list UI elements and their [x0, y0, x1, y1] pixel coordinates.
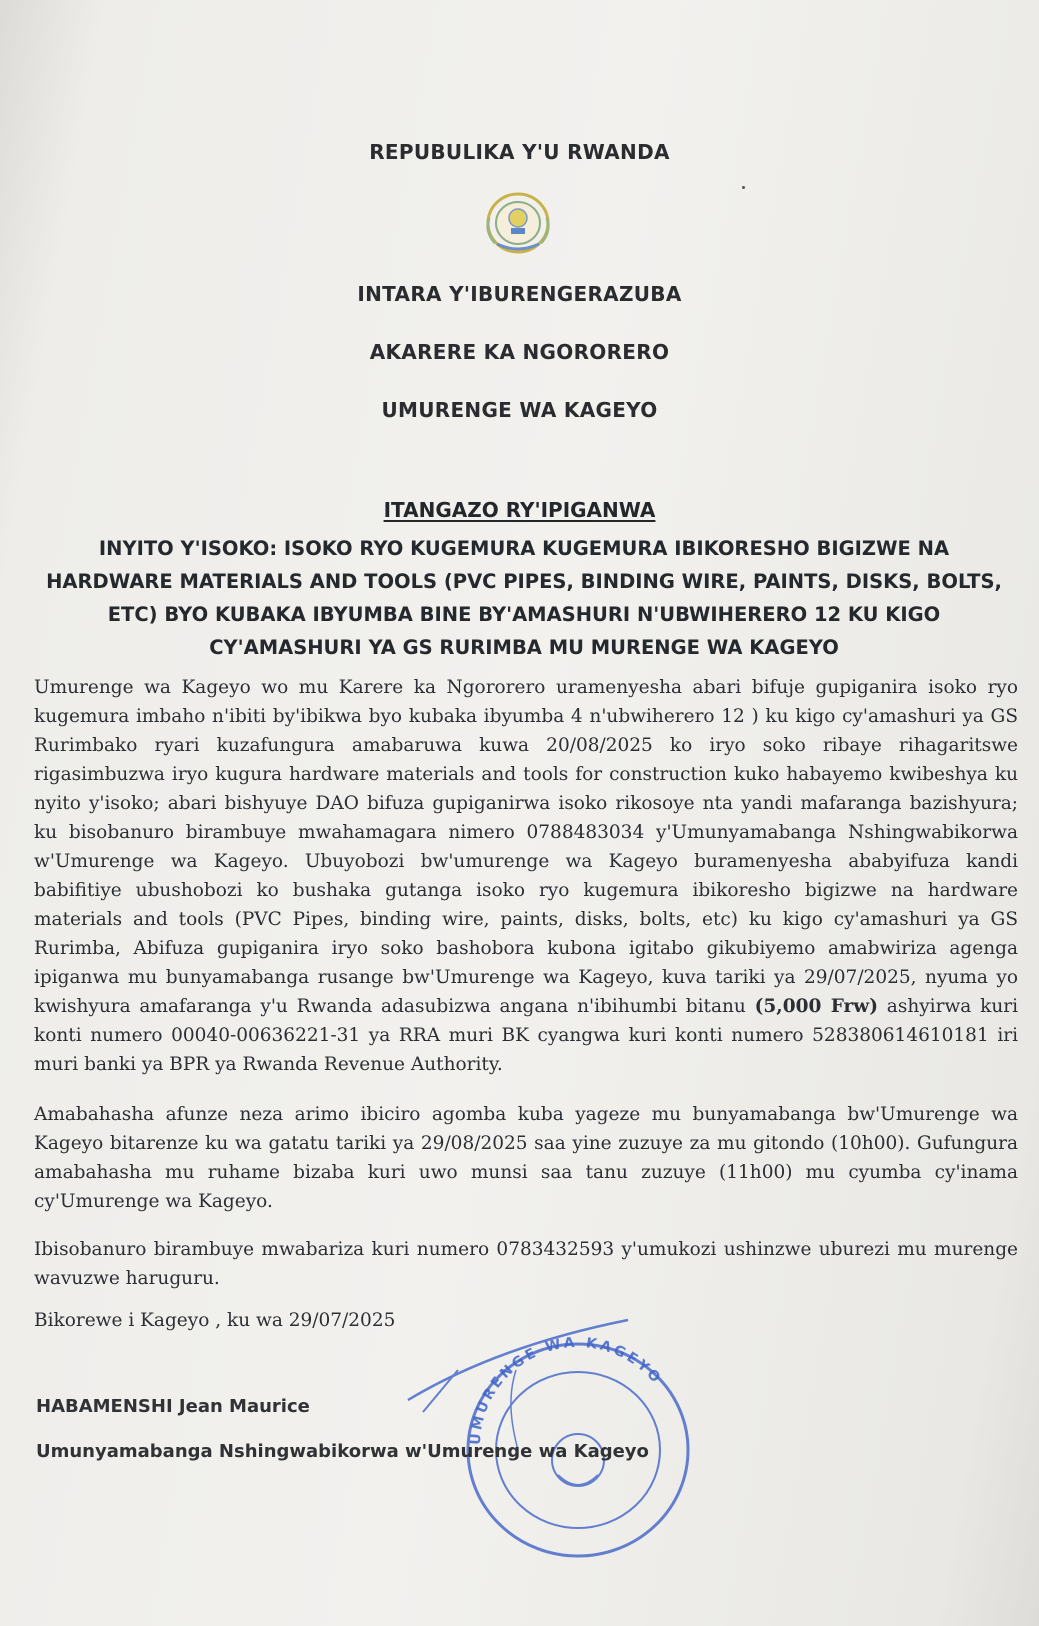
header-province: INTARA Y'IBURENGERAZUBA [357, 282, 682, 306]
header-sector: UMURENGE WA KAGEYO [381, 398, 658, 422]
dateline: Bikorewe i Kageyo , ku wa 29/07/2025 [34, 1310, 396, 1331]
scan-speck [742, 186, 745, 189]
signatory-name: HABAMENSHI Jean Maurice [36, 1396, 310, 1417]
notice-title: ITANGAZO RY'IPIGANWA [383, 498, 656, 522]
official-stamp [398, 1300, 728, 1580]
body-paragraph-2: Amabahasha afunze neza arimo ibiciro agomba kuba yageze mu bunyamabanga bw'Umurenge wa Kageyo bitarenze ku wa gatatu tariki ya 29/08/2025 saa yine zuzuye za mu gitondo (10h00). Gufungura amabahasha mu ruhame bizaba kuri uwo munsi saa tanu zuzuye (11h00) mu cyumba cy'inama cy'Umurenge wa Kageyo. [34, 1104, 1018, 1212]
notice-subject: INYITO Y'ISOKO: ISOKO RYO KUGEMURA KUGEMURA IBIKORESHO BIGIZWE NA HARDWARE MATERIALS AND TOOLS (PVC PIPES, BINDING WIRE, PAINTS, DISKS, BOLTS, ETC) BYO KUBAKA IBYUMBA BINE BY'AMASHURI N'UBWIHERERO 12 KU KIGO CY'AMASHURI YA GS RURIMBA MU MURENGE WA KAGEYO [46, 537, 1002, 659]
fee-amount: (5,000 Frw) [754, 996, 878, 1017]
svg-text:UMURENGE WA KAGEYO [468, 1335, 665, 1446]
header-district: AKARERE KA NGORORERO [369, 340, 670, 364]
paragraph-1-text-a: Umurenge wa Kageyo wo mu Karere ka Ngororero uramenyesha abari bifuje gupiganira isoko ryo kugemura imbaho n'ibiti by'ibikwa byo kubaka ibyumba 4 n'ubwiherero 12 ) ku kigo cy'amashuri ya GS Rurimbako ryari kuzafungura amabaruwa kuwa 20/08/2025 ko iryo soko ribaye rihagaritswe rigasimbuzwa iryo kugura hardware materials and tools for construction kuko habayemo kwibeshya ku nyito y'isoko; abari bishyuye DAO bifuza gupiganirwa isoko rikosoye nta yandi mafaranga bazishyura; ku bisobanuro birambuye mwahamagara nimero 0788483034 y'Umunyamabanga Nshingwabikorwa w'Umurenge wa Kageyo. Ubuyobozi bw'umurenge wa Kageyo buramenyesha ababyifuza kandi babifitiye ubushobozi ko bushaka gutanga isoko ryo kugemura ibikoresho bigizwe na hardware materials and tools (PVC Pipes, binding wire, paints, disks, bolts, etc) ku kigo cy'amashuri ya GS Rurimba, Abifuza gupiganira iryo soko bashobora kubona igitabo gikubiyemo amabwiriza agenga ipiganwa mu bunyamabanga rusange bw'Umurenge wa Kageyo, kuva tariki ya 29/07/2025, nyuma yo kwishyura amafaranga y'u Rwanda adasubizwa angana n'ibihumbi bitanu [34, 677, 1018, 1017]
body-paragraph-3: Ibisobanuro birambuye mwabariza kuri numero 0783432593 y'umukozi ushinzwe uburezi mu murenge wavuzwe haruguru. [34, 1239, 1018, 1289]
body-paragraph-1 [34, 673, 1018, 1079]
stamp-text: UMURENGE WA KAGEYO [467, 1334, 666, 1446]
paragraph-1-text-b: ashyirwa kuri konti numero 00040-00636221-31 ya RRA muri BK cyangwa kuri konti numero 528380614610181 iri muri banki ya BPR ya Rwanda Revenue Authority. [34, 996, 1019, 1075]
signatory-title: Umunyamabanga Nshingwabikorwa w'Umurenge wa Kageyo [36, 1441, 649, 1462]
header-republic: REPUBULIKA Y'U RWANDA [369, 140, 670, 164]
rwanda-coat-of-arms-icon [475, 188, 561, 258]
